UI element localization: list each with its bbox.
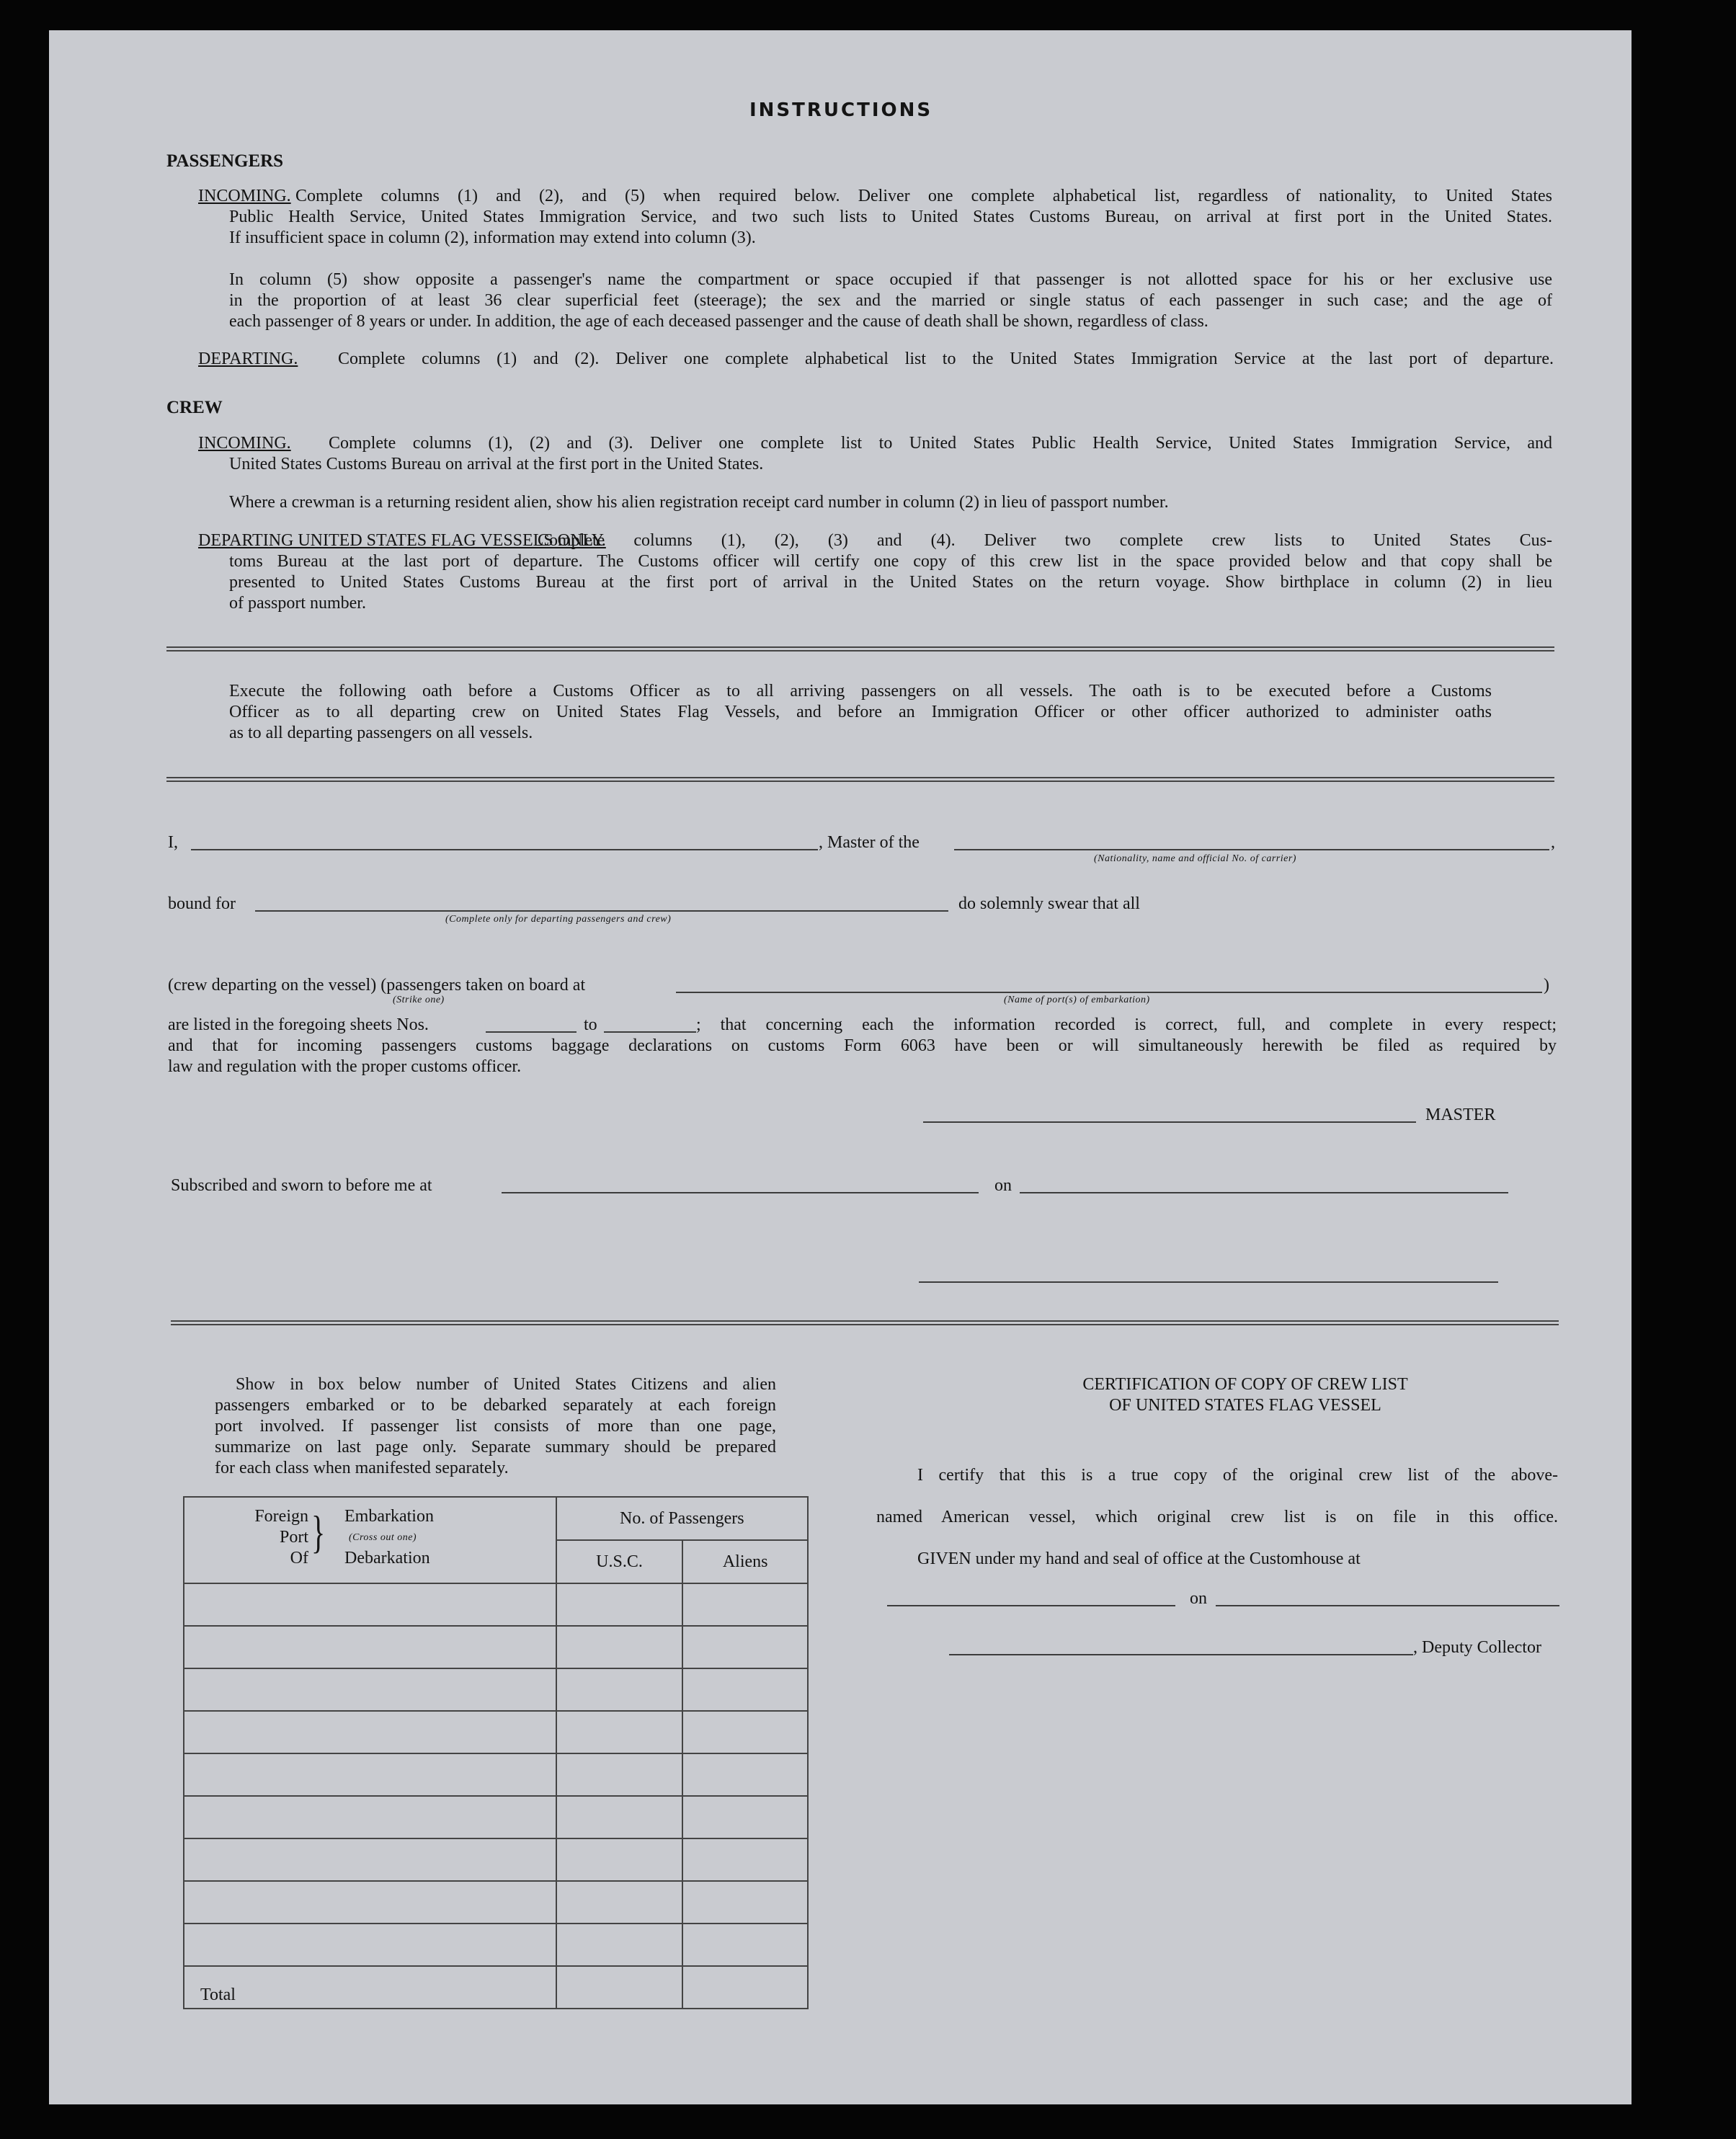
aliens-cell[interactable]: [682, 1668, 808, 1711]
page-title: INSTRUCTIONS: [749, 99, 933, 121]
aliens-cell[interactable]: [682, 1796, 808, 1838]
usc-cell[interactable]: [556, 1711, 683, 1753]
oath-i-label: I,: [168, 833, 178, 852]
crewman-text: Where a crewman is a returning resident alien, show his alien registration receipt card number in column (2) in lieu of passport number.: [229, 493, 1169, 512]
master-of-label: , Master of the: [819, 833, 920, 852]
divider-2: [166, 777, 1554, 782]
crew-departing-label: DEPARTING UNITED STATES FLAG VESSELS ONLY.: [198, 531, 606, 550]
crew-incoming-line-2: United States Customs Bureau on arrival at the first port in the United States.: [229, 455, 764, 473]
column5-line-3: each passenger of 8 years or under. In addition, the age of each deceased passenger and the cause of death shall be shown, regardless of class.: [229, 312, 1208, 331]
sheet-to-field[interactable]: [604, 1031, 696, 1033]
form-sheet: [49, 30, 1632, 2104]
sworn-place-field[interactable]: [502, 1192, 979, 1193]
port-cell[interactable]: [184, 1626, 556, 1668]
port-cell[interactable]: [184, 1668, 556, 1711]
bound-for-field[interactable]: [255, 910, 948, 912]
passengers-departing-label: DEPARTING.: [198, 350, 298, 368]
usc-cell[interactable]: [556, 1626, 683, 1668]
cross-out-caption: (Cross out one): [349, 1532, 417, 1543]
port-header-cell: [184, 1497, 556, 1583]
certification-line-3: GIVEN under my hand and seal of office at the Customhouse at: [917, 1549, 1361, 1568]
subscribed-text: Subscribed and sworn to before me at: [171, 1176, 432, 1195]
usc-cell[interactable]: [556, 1838, 683, 1881]
summary-line-4: summarize on last page only. Separate summary should be prepared: [215, 1438, 776, 1457]
port-cell[interactable]: [184, 1711, 556, 1753]
oath-instruction-line-3: as to all departing passengers on all vessels.: [229, 724, 533, 742]
crew-heading: CREW: [166, 398, 223, 417]
total-label: Total: [184, 1966, 556, 2009]
certification-on-label: on: [1190, 1589, 1207, 1608]
usc-cell[interactable]: [556, 1796, 683, 1838]
total-aliens-cell[interactable]: [682, 1966, 808, 2009]
crew-departing-line-3: presented to United States Customs Bureau at the first port of arrival in the United States on the return voyage. Show birthplace in column (2) in lieu: [229, 573, 1552, 592]
crew-incoming-line-1: Complete columns (1), (2) and (3). Deliver one complete list to United States Public Health Service, United States Immigration Service, and: [329, 434, 1552, 453]
summary-line-1: Show in box below number of United States Citizens and alien: [236, 1375, 776, 1394]
oath-instruction-line-2: Officer as to all departing crew on United States Flag Vessels, and before an Immigration Officer or other officer authorized to administer oaths: [229, 703, 1492, 721]
port-cell[interactable]: [184, 1796, 556, 1838]
embarkation-label: Embarkation: [344, 1507, 434, 1526]
aliens-cell[interactable]: [682, 1753, 808, 1796]
aliens-header: Aliens: [682, 1540, 808, 1583]
sworn-date-field[interactable]: [1020, 1192, 1508, 1193]
port-cell[interactable]: [184, 1753, 556, 1796]
usc-cell[interactable]: [556, 1668, 683, 1711]
officer-signature-field[interactable]: [919, 1281, 1498, 1283]
deputy-signature-field[interactable]: [949, 1654, 1413, 1655]
certification-line-1: I certify that this is a true copy of the original crew list of the above-: [917, 1466, 1558, 1485]
total-usc-cell[interactable]: [556, 1966, 683, 2009]
certification-title-2: OF UNITED STATES FLAG VESSEL: [1109, 1396, 1381, 1415]
crew-departing-line-1: Complete columns (1), (2), (3) and (4). Deliver two complete crew lists to United States Cus-: [538, 531, 1552, 550]
crew-departing-line-2: toms Bureau at the last port of departure. The Customs officer will certify one copy of this crew list in the space provided below and that copy shall be: [229, 552, 1552, 571]
debarkation-label: Debarkation: [344, 1549, 430, 1567]
carrier-caption: (Nationality, name and official No. of carrier): [1094, 853, 1296, 864]
certification-date-field[interactable]: [1216, 1605, 1559, 1606]
summary-line-2: passengers embarked or to be debarked separately at each foreign: [215, 1396, 776, 1415]
summary-line-5: for each class when manifested separately.: [215, 1459, 509, 1477]
sworn-on-label: on: [994, 1176, 1012, 1195]
oath-line-2: and that for incoming passengers customs baggage declarations on customs Form 6063 have been or will simultaneously herewith be filed as required by: [168, 1036, 1557, 1055]
listed-rest: ; that concerning each the information recorded is correct, full, and complete in every respect;: [696, 1015, 1557, 1034]
customhouse-field[interactable]: [887, 1605, 1175, 1606]
strike-caption: (Strike one): [393, 995, 445, 1005]
port-cell[interactable]: [184, 1924, 556, 1966]
aliens-cell[interactable]: [682, 1838, 808, 1881]
oath-line-3: law and regulation with the proper customs officer.: [168, 1057, 522, 1076]
certification-title-1: CERTIFICATION OF COPY OF CREW LIST: [1082, 1375, 1408, 1394]
master-signature-field[interactable]: [923, 1121, 1416, 1123]
column5-line-2: in the proportion of at least 36 clear superficial feet (steerage); the sex and the married or single status of each passenger in such case; and the age of: [229, 291, 1552, 310]
summary-line-3: port involved. If passenger list consists of more than one page,: [215, 1417, 776, 1436]
aliens-cell[interactable]: [682, 1881, 808, 1924]
passengers-departing-text: Complete columns (1) and (2). Deliver one complete alphabetical list to the United States Immigration Service at the last port of departure.: [338, 350, 1554, 368]
column5-line-1: In column (5) show opposite a passenger's name the compartment or space occupied if that passenger is not allotted space for his or her exclusive use: [229, 270, 1552, 289]
swear-text: do solemnly swear that all: [958, 894, 1140, 913]
divider-3: [171, 1320, 1559, 1325]
bound-for-label: bound for: [168, 894, 236, 913]
no-passengers-header: No. of Passengers: [556, 1497, 808, 1540]
bound-caption: (Complete only for departing passengers and crew): [445, 914, 672, 925]
usc-header: U.S.C.: [556, 1540, 683, 1583]
listed-to: to: [584, 1015, 597, 1034]
port-cell[interactable]: [184, 1881, 556, 1924]
port-header-of: Of: [290, 1549, 308, 1567]
master-label: MASTER: [1425, 1106, 1496, 1124]
passenger-summary-table: [183, 1496, 809, 2009]
aliens-cell[interactable]: [682, 1924, 808, 1966]
passengers-incoming-line-1: Complete columns (1) and (2), and (5) when required below. Deliver one complete alphabetical list, regardless of nationality, to United States: [295, 187, 1552, 205]
port-cell[interactable]: [184, 1838, 556, 1881]
crew-departing-line-4: of passport number.: [229, 594, 366, 613]
usc-cell[interactable]: [556, 1924, 683, 1966]
usc-cell[interactable]: [556, 1583, 683, 1626]
listed-prefix: are listed in the foregoing sheets Nos.: [168, 1015, 429, 1034]
passengers-incoming-line-3: If insufficient space in column (2), information may extend into column (3).: [229, 228, 756, 247]
certification-line-2: named American vessel, which original crew list is on file in this office.: [876, 1508, 1558, 1526]
passengers-incoming-label: INCOMING.: [198, 187, 291, 205]
deputy-collector-label: , Deputy Collector: [1413, 1638, 1541, 1657]
close-paren: ): [1544, 976, 1549, 995]
passengers-heading: PASSENGERS: [166, 151, 284, 171]
passengers-incoming-line-2: Public Health Service, United States Immigration Service, and two such lists to United States Customs Bureau, on arrival at first port in the United States.: [229, 208, 1552, 226]
port-caption: (Name of port(s) of embarkation): [1004, 995, 1150, 1005]
aliens-cell[interactable]: [682, 1626, 808, 1668]
crew-incoming-label: INCOMING.: [198, 434, 291, 453]
brace-glyph: }: [311, 1506, 326, 1558]
port-header-foreign: Foreign: [254, 1507, 308, 1526]
crew-passengers-text: (crew departing on the vessel) (passengers taken on board at: [168, 976, 586, 995]
sheet-from-field[interactable]: [486, 1031, 577, 1033]
master-name-field[interactable]: [191, 849, 818, 850]
usc-cell[interactable]: [556, 1753, 683, 1796]
aliens-cell[interactable]: [682, 1583, 808, 1626]
aliens-cell[interactable]: [682, 1711, 808, 1753]
divider-1: [166, 646, 1554, 652]
port-header-port: Port: [279, 1528, 308, 1547]
usc-cell[interactable]: [556, 1881, 683, 1924]
port-cell[interactable]: [184, 1583, 556, 1626]
embarkation-port-field[interactable]: [676, 992, 1542, 993]
carrier-field[interactable]: [954, 849, 1549, 850]
oath-instruction-line-1: Execute the following oath before a Customs Officer as to all arriving passengers on all vessels. The oath is to be executed before a Customs: [229, 682, 1492, 701]
carrier-comma: ,: [1551, 833, 1555, 852]
